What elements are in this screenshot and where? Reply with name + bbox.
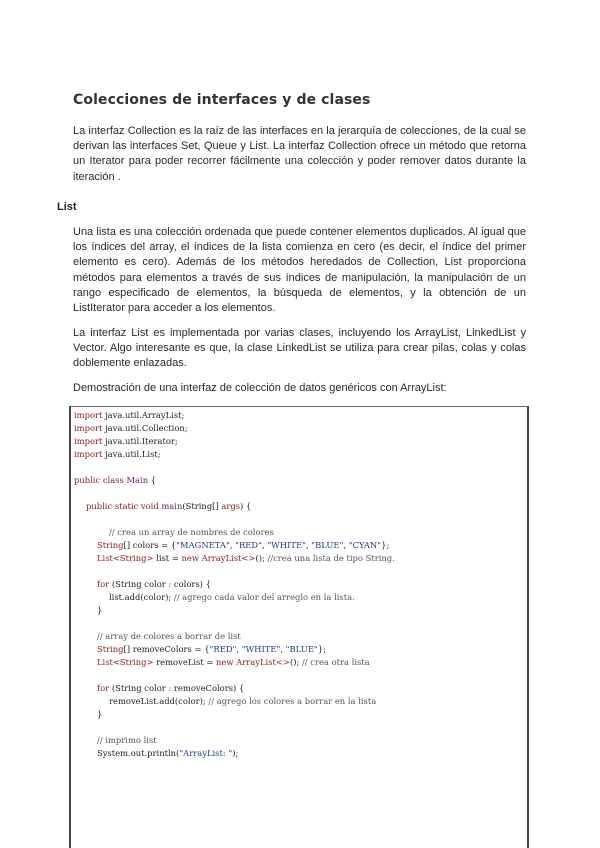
code-block [69, 406, 529, 848]
list-paragraph-2: La interfaz List es implementada por varias clases, incluyendo los ArrayList, LinkedList y Vector. Algo interesante es que, la clase LinkedList se utiliza para crear pilas, colas y colas doblemente enlazadas. [73, 327, 526, 370]
code-line-remove-list: List<String> removeList = new ArrayList<>(); // crea otra lista [97, 657, 370, 667]
code-line-import-2: import java.util.Collection; [74, 423, 188, 433]
page-title: Colecciones de interfaces y de clases [73, 92, 371, 108]
demo-caption: Demostración de una interfaz de colección de datos genéricos con ArrayList: [73, 382, 447, 394]
code-line-add-2: removeList.add(color); // agrego los colores a borrar en la lista [109, 696, 377, 706]
code-line-for-1: for (String color : colors) { [97, 579, 211, 589]
list-heading: List [57, 201, 77, 213]
code-line-main: public static void main(String[] args) { [86, 501, 252, 511]
code-line-import-4: import java.util.List; [74, 449, 161, 459]
code-line-close-1: } [97, 605, 103, 615]
code-line-for-2: for (String color : removeColors) { [97, 683, 245, 693]
code-line-print: System.out.println("ArrayList: "); [97, 748, 239, 758]
code-line-add-1: list.add(color); // agrego cada valor del arreglo en la lista. [109, 592, 355, 602]
code-line-close-2: } [97, 709, 103, 719]
list-paragraph-1: Una lista es una colección ordenada que puede contener elementos duplicados. Al igual que los índices del array, el índices de la lista comienza en cero (es decir, el índice del primer elemento es cero). Además de los métodos heredados de Collection, List proporciona métodos para elementos a través de sus índices de manipulación, la manipulación de un rango especificado de elementos, la búsqueda de elementos, y la obtención de un ListIterator para acceder a los elementos. [73, 226, 526, 315]
code-line-remove-colors: String[] removeColors = {"RED", "WHITE", "BLUE"}; [97, 644, 326, 654]
code-comment-1: // crea un array de nombres de colores [109, 527, 274, 537]
code-line-import-1: import java.util.ArrayList; [74, 410, 185, 420]
code-line-colors: String[] colors = {"MAGNETA", "RED", "WHITE", "BLUE", "CYAN"}; [97, 540, 390, 550]
code-comment-2: // array de colores a borrar de list [97, 631, 241, 641]
code-line-import-3: import java.util.Iterator; [74, 436, 178, 446]
intro-paragraph: La interfaz Collection es la raíz de las interfaces en la jerarquía de colecciones, de la cual se derivan las interfaces Set, Queue y List. La interfaz Collection ofrece un método que retorna un Iterator para poder recorrer fácilmente una colección y poder remover datos durante la iteración . [73, 125, 526, 183]
code-line-class: public class Main { [74, 475, 157, 485]
code-line-list: List<String> list = new ArrayList<>(); //crea una lista de tipo String. [97, 553, 395, 563]
code-comment-3: // imprimo list [97, 735, 157, 745]
